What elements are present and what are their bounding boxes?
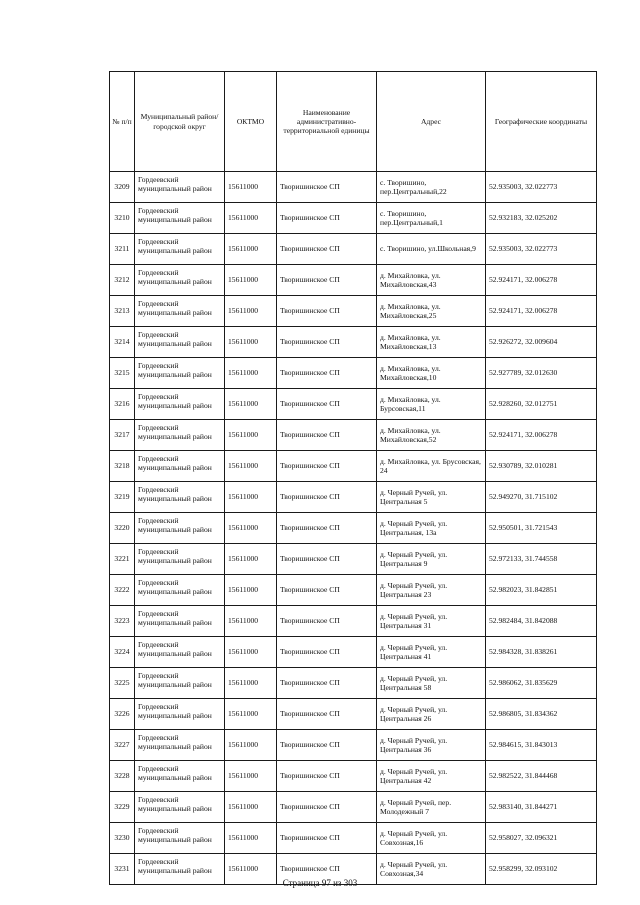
table-row (110, 606, 597, 637)
cell-number: 3218 (110, 451, 135, 482)
cell-district: Гордеевский муниципальный район (135, 482, 225, 513)
table-row (110, 451, 597, 482)
cell-oktmo: 15611000 (225, 606, 277, 637)
cell-admin-unit: Творишинское СП (277, 513, 377, 544)
cell-district: Гордеевский муниципальный район (135, 761, 225, 792)
cell-number: 3219 (110, 482, 135, 513)
cell-oktmo: 15611000 (225, 792, 277, 823)
cell-coordinates: 52.982023, 31.842851 (486, 575, 597, 606)
cell-address: д. Черный Ручей, ул. Центральная, 13а (377, 513, 486, 544)
cell-oktmo: 15611000 (225, 451, 277, 482)
cell-address: д. Черный Ручей, ул. Центральная 9 (377, 544, 486, 575)
cell-oktmo: 15611000 (225, 637, 277, 668)
cell-coordinates: 52.986062, 31.835629 (486, 668, 597, 699)
cell-district: Гордеевский муниципальный район (135, 668, 225, 699)
cell-coordinates: 52.932183, 32.025202 (486, 203, 597, 234)
cell-district: Гордеевский муниципальный район (135, 389, 225, 420)
cell-coordinates: 52.935003, 32.022773 (486, 234, 597, 265)
cell-oktmo: 15611000 (225, 265, 277, 296)
cell-number: 3221 (110, 544, 135, 575)
cell-district: Гордеевский муниципальный район (135, 203, 225, 234)
cell-district: Гордеевский муниципальный район (135, 296, 225, 327)
cell-admin-unit: Творишинское СП (277, 761, 377, 792)
table-body (110, 172, 597, 885)
cell-number: 3223 (110, 606, 135, 637)
table-row (110, 203, 597, 234)
cell-address: д. Михайловка, ул. Брусовская, 24 (377, 451, 486, 482)
cell-number: 3220 (110, 513, 135, 544)
cell-admin-unit: Творишинское СП (277, 296, 377, 327)
cell-district: Гордеевский муниципальный район (135, 606, 225, 637)
table-row (110, 389, 597, 420)
cell-coordinates: 52.984615, 31.843013 (486, 730, 597, 761)
cell-address: д. Черный Ручей, ул. Центральная 31 (377, 606, 486, 637)
cell-admin-unit: Творишинское СП (277, 699, 377, 730)
table-row (110, 730, 597, 761)
table-row (110, 482, 597, 513)
cell-coordinates: 52.982484, 31.842088 (486, 606, 597, 637)
table-row (110, 544, 597, 575)
cell-number: 3217 (110, 420, 135, 451)
header-number: № п/п (110, 72, 135, 172)
cell-admin-unit: Творишинское СП (277, 575, 377, 606)
cell-address: д. Черный Ручей, ул. Центральная 26 (377, 699, 486, 730)
cell-address: д. Черный Ручей, ул. Центральная 58 (377, 668, 486, 699)
cell-number: 3213 (110, 296, 135, 327)
cell-oktmo: 15611000 (225, 761, 277, 792)
header-address: Адрес (377, 72, 486, 172)
cell-coordinates: 52.924171, 32.006278 (486, 420, 597, 451)
cell-district: Гордеевский муниципальный район (135, 420, 225, 451)
cell-coordinates: 52.950501, 31.721543 (486, 513, 597, 544)
cell-oktmo: 15611000 (225, 358, 277, 389)
cell-number: 3222 (110, 575, 135, 606)
header-coordinates: Географические координаты (486, 72, 597, 172)
table-row (110, 265, 597, 296)
cell-admin-unit: Творишинское СП (277, 482, 377, 513)
cell-oktmo: 15611000 (225, 234, 277, 265)
cell-admin-unit: Творишинское СП (277, 203, 377, 234)
cell-address: д. Михайловка, ул. Михайловская,52 (377, 420, 486, 451)
data-table (109, 71, 597, 885)
cell-number: 3224 (110, 637, 135, 668)
cell-admin-unit: Творишинское СП (277, 265, 377, 296)
header-admin-unit: Наименование административно-территориальной единицы (277, 72, 377, 172)
cell-number: 3210 (110, 203, 135, 234)
cell-number: 3211 (110, 234, 135, 265)
cell-address: д. Черный Ручей, ул. Центральная 23 (377, 575, 486, 606)
header-district: Муниципальный район/городской округ (135, 72, 225, 172)
cell-oktmo: 15611000 (225, 296, 277, 327)
table-row (110, 358, 597, 389)
cell-coordinates: 52.926272, 32.009604 (486, 327, 597, 358)
table-row (110, 668, 597, 699)
cell-district: Гордеевский муниципальный район (135, 172, 225, 203)
cell-district: Гордеевский муниципальный район (135, 265, 225, 296)
cell-coordinates: 52.986805, 31.834362 (486, 699, 597, 730)
cell-address: д. Черный Ручей, ул. Центральная 36 (377, 730, 486, 761)
cell-coordinates: 52.928260, 32.012751 (486, 389, 597, 420)
cell-address: д. Черный Ручей, ул. Центральная 5 (377, 482, 486, 513)
cell-district: Гордеевский муниципальный район (135, 513, 225, 544)
cell-oktmo: 15611000 (225, 544, 277, 575)
cell-admin-unit: Творишинское СП (277, 172, 377, 203)
cell-district: Гордеевский муниципальный район (135, 575, 225, 606)
cell-number: 3209 (110, 172, 135, 203)
cell-number: 3230 (110, 823, 135, 854)
cell-oktmo: 15611000 (225, 575, 277, 606)
cell-address: д. Михайловка, ул. Михайловская,43 (377, 265, 486, 296)
cell-admin-unit: Творишинское СП (277, 544, 377, 575)
cell-district: Гордеевский муниципальный район (135, 544, 225, 575)
cell-oktmo: 15611000 (225, 668, 277, 699)
cell-oktmo: 15611000 (225, 389, 277, 420)
cell-address: д. Михайловка, ул. Михайловская,10 (377, 358, 486, 389)
table-row (110, 420, 597, 451)
cell-oktmo: 15611000 (225, 854, 277, 885)
cell-number: 3214 (110, 327, 135, 358)
cell-admin-unit: Творишинское СП (277, 637, 377, 668)
cell-address: с. Творишино, пер.Центральный,1 (377, 203, 486, 234)
cell-admin-unit: Творишинское СП (277, 389, 377, 420)
cell-oktmo: 15611000 (225, 420, 277, 451)
cell-oktmo: 15611000 (225, 482, 277, 513)
table-row (110, 575, 597, 606)
table-row (110, 792, 597, 823)
table-row (110, 513, 597, 544)
cell-district: Гордеевский муниципальный район (135, 451, 225, 482)
cell-admin-unit: Творишинское СП (277, 668, 377, 699)
cell-admin-unit: Творишинское СП (277, 730, 377, 761)
table-row (110, 327, 597, 358)
cell-admin-unit: Творишинское СП (277, 451, 377, 482)
cell-number: 3215 (110, 358, 135, 389)
cell-oktmo: 15611000 (225, 730, 277, 761)
cell-coordinates: 52.935003, 32.022773 (486, 172, 597, 203)
table-row (110, 296, 597, 327)
cell-admin-unit: Творишинское СП (277, 854, 377, 885)
cell-district: Гордеевский муниципальный район (135, 699, 225, 730)
cell-admin-unit: Творишинское СП (277, 358, 377, 389)
table-row (110, 637, 597, 668)
cell-number: 3228 (110, 761, 135, 792)
cell-address: д. Черный Ручей, ул. Центральная 41 (377, 637, 486, 668)
cell-admin-unit: Творишинское СП (277, 792, 377, 823)
cell-coordinates: 52.924171, 32.006278 (486, 265, 597, 296)
header-oktmo: ОКТМО (225, 72, 277, 172)
cell-coordinates: 52.982522, 31.844468 (486, 761, 597, 792)
cell-admin-unit: Творишинское СП (277, 606, 377, 637)
table-row (110, 699, 597, 730)
cell-oktmo: 15611000 (225, 513, 277, 544)
cell-district: Гордеевский муниципальный район (135, 823, 225, 854)
cell-coordinates: 52.983140, 31.844271 (486, 792, 597, 823)
cell-oktmo: 15611000 (225, 823, 277, 854)
cell-number: 3227 (110, 730, 135, 761)
cell-admin-unit: Творишинское СП (277, 327, 377, 358)
cell-coordinates: 52.924171, 32.006278 (486, 296, 597, 327)
table-row (110, 234, 597, 265)
cell-number: 3225 (110, 668, 135, 699)
cell-address: д. Михайловка, ул. Бурсовская,11 (377, 389, 486, 420)
cell-address: с. Творишино, ул.Школьная,9 (377, 234, 486, 265)
cell-address: д. Черный Ручей, пер. Молодежный 7 (377, 792, 486, 823)
cell-district: Гордеевский муниципальный район (135, 327, 225, 358)
table-header-row (110, 72, 597, 172)
cell-coordinates: 52.949270, 31.715102 (486, 482, 597, 513)
cell-district: Гордеевский муниципальный район (135, 792, 225, 823)
cell-admin-unit: Творишинское СП (277, 420, 377, 451)
cell-number: 3231 (110, 854, 135, 885)
table-row (110, 761, 597, 792)
cell-oktmo: 15611000 (225, 699, 277, 730)
cell-district: Гордеевский муниципальный район (135, 234, 225, 265)
cell-address: д. Черный Ручей, ул. Совхозная,16 (377, 823, 486, 854)
table-row (110, 823, 597, 854)
table-row (110, 172, 597, 203)
cell-coordinates: 52.927789, 32.012630 (486, 358, 597, 389)
cell-number: 3216 (110, 389, 135, 420)
cell-admin-unit: Творишинское СП (277, 823, 377, 854)
cell-district: Гордеевский муниципальный район (135, 637, 225, 668)
cell-admin-unit: Творишинское СП (277, 234, 377, 265)
cell-coordinates: 52.958027, 32.096321 (486, 823, 597, 854)
cell-number: 3212 (110, 265, 135, 296)
cell-address: д. Михайловка, ул. Михайловская,25 (377, 296, 486, 327)
cell-address: д. Черный Ручей, ул. Совхозная,34 (377, 854, 486, 885)
cell-address: д. Михайловка, ул. Михайловская,13 (377, 327, 486, 358)
cell-address: с. Творишино, пер.Центральный,22 (377, 172, 486, 203)
cell-oktmo: 15611000 (225, 203, 277, 234)
cell-district: Гордеевский муниципальный район (135, 854, 225, 885)
cell-coordinates: 52.972133, 31.744558 (486, 544, 597, 575)
cell-coordinates: 52.930789, 32.010281 (486, 451, 597, 482)
cell-coordinates: 52.984328, 31.838261 (486, 637, 597, 668)
cell-coordinates: 52.958299, 32.093102 (486, 854, 597, 885)
cell-number: 3229 (110, 792, 135, 823)
cell-district: Гордеевский муниципальный район (135, 358, 225, 389)
cell-oktmo: 15611000 (225, 327, 277, 358)
cell-number: 3226 (110, 699, 135, 730)
cell-oktmo: 15611000 (225, 172, 277, 203)
cell-address: д. Черный Ручей, ул. Центральная 42 (377, 761, 486, 792)
cell-district: Гордеевский муниципальный район (135, 730, 225, 761)
page-number: Страница 97 из 303 (282, 878, 358, 888)
